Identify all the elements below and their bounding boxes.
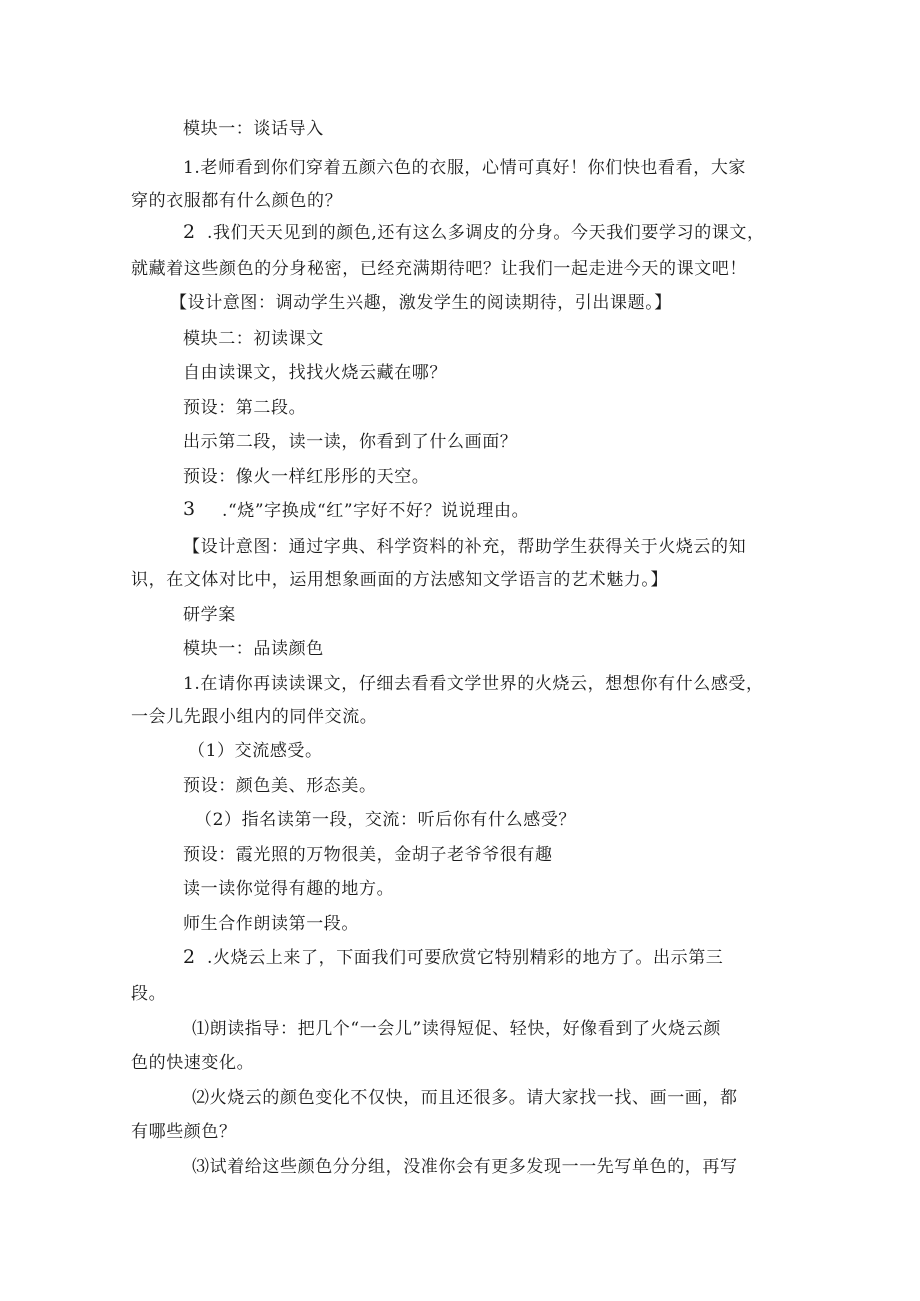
paragraph-line: 识，在文体对比中，运用想象画面的方法感知文学语言的艺术魅力。】 <box>131 570 669 590</box>
paragraph-line: 穿的衣服都有什么颜色的？ <box>131 191 343 211</box>
paragraph-line: 有哪些颜色？ <box>131 1122 237 1142</box>
paragraph-line: 出示第二段，读一读，你看到了什么画面？ <box>183 432 518 452</box>
paragraph-line: （1）交流感受。 <box>188 741 323 761</box>
list-number: 2 <box>183 946 196 968</box>
paragraph-line: 就藏着这些颜色的分身秘密，已经充满期待吧？让我们一起走进今天的课文吧！ <box>131 259 747 279</box>
paragraph-line: 一会儿先跟小组内的同伴交流。 <box>131 707 378 727</box>
paragraph-line: 师生合作朗读第一段。 <box>183 914 359 934</box>
paragraph-line: 读一读你觉得有趣的地方。 <box>183 879 395 899</box>
paragraph-line: .我们天天见到的颜色,还有这么多调皮的分身。今天我们要学习的课文， <box>207 223 765 243</box>
paragraph-line: 预设：像火一样红彤彤的天空。 <box>183 467 430 487</box>
paragraph-line: ⑶试着给这些颜色分分组，没准你会有更多发现一一先写单色的，再写 <box>192 1157 738 1177</box>
section-heading: 模块一：谈话导入 <box>183 119 324 139</box>
design-intent: 【设计意图：通过字典、科学资料的补充，帮助学生获得关于火烧云的知 <box>183 537 747 557</box>
paragraph-line: 预设：颜色美、形态美。 <box>183 776 377 796</box>
paragraph-line: 预设：第二段。 <box>183 398 307 418</box>
paragraph-line: ⑴朗读指导：把几个“一会儿”读得短促、轻快，好像看到了火烧云颜 <box>192 1019 721 1039</box>
paragraph-line: 自由读课文，找找火烧云藏在哪？ <box>183 363 447 383</box>
paragraph-line: 1.在请你再读读课文，仔细去看看文学世界的火烧云，想想你有什么感受， <box>183 674 764 694</box>
list-number: 2 <box>183 221 196 243</box>
section-heading: 研学案 <box>183 605 236 625</box>
paragraph-line: 色的快速变化。 <box>131 1053 255 1073</box>
paragraph-line: ⑵火烧云的颜色变化不仅快，而且还很多。请大家找一找、画一画，都 <box>192 1088 738 1108</box>
paragraph-line: 1.老师看到你们穿着五颜六色的衣服，心情可真好！你们快也看看，大家 <box>183 158 747 178</box>
paragraph-line: 段。 <box>131 984 167 1004</box>
section-heading: 模块一：品读颜色 <box>183 639 324 659</box>
section-heading: 模块二：初读课文 <box>183 329 324 349</box>
paragraph-line: .火烧云上来了，下面我们可要欣赏它特别精彩的地方了。出示第三 <box>207 948 724 968</box>
paragraph-line: （2）指名读第一段，交流：听后你有什么感受？ <box>195 810 577 830</box>
paragraph-line: .“烧”字换成“红”字好不好？说说理由。 <box>222 501 530 521</box>
design-intent: 【设计意图：调动学生兴趣，激发学生的阅读期待，引出课题。】 <box>170 293 672 313</box>
paragraph-line: 预设：霞光照的万物很美，金胡子老爷爷很有趣 <box>183 845 553 865</box>
list-number: 3 <box>183 498 196 520</box>
